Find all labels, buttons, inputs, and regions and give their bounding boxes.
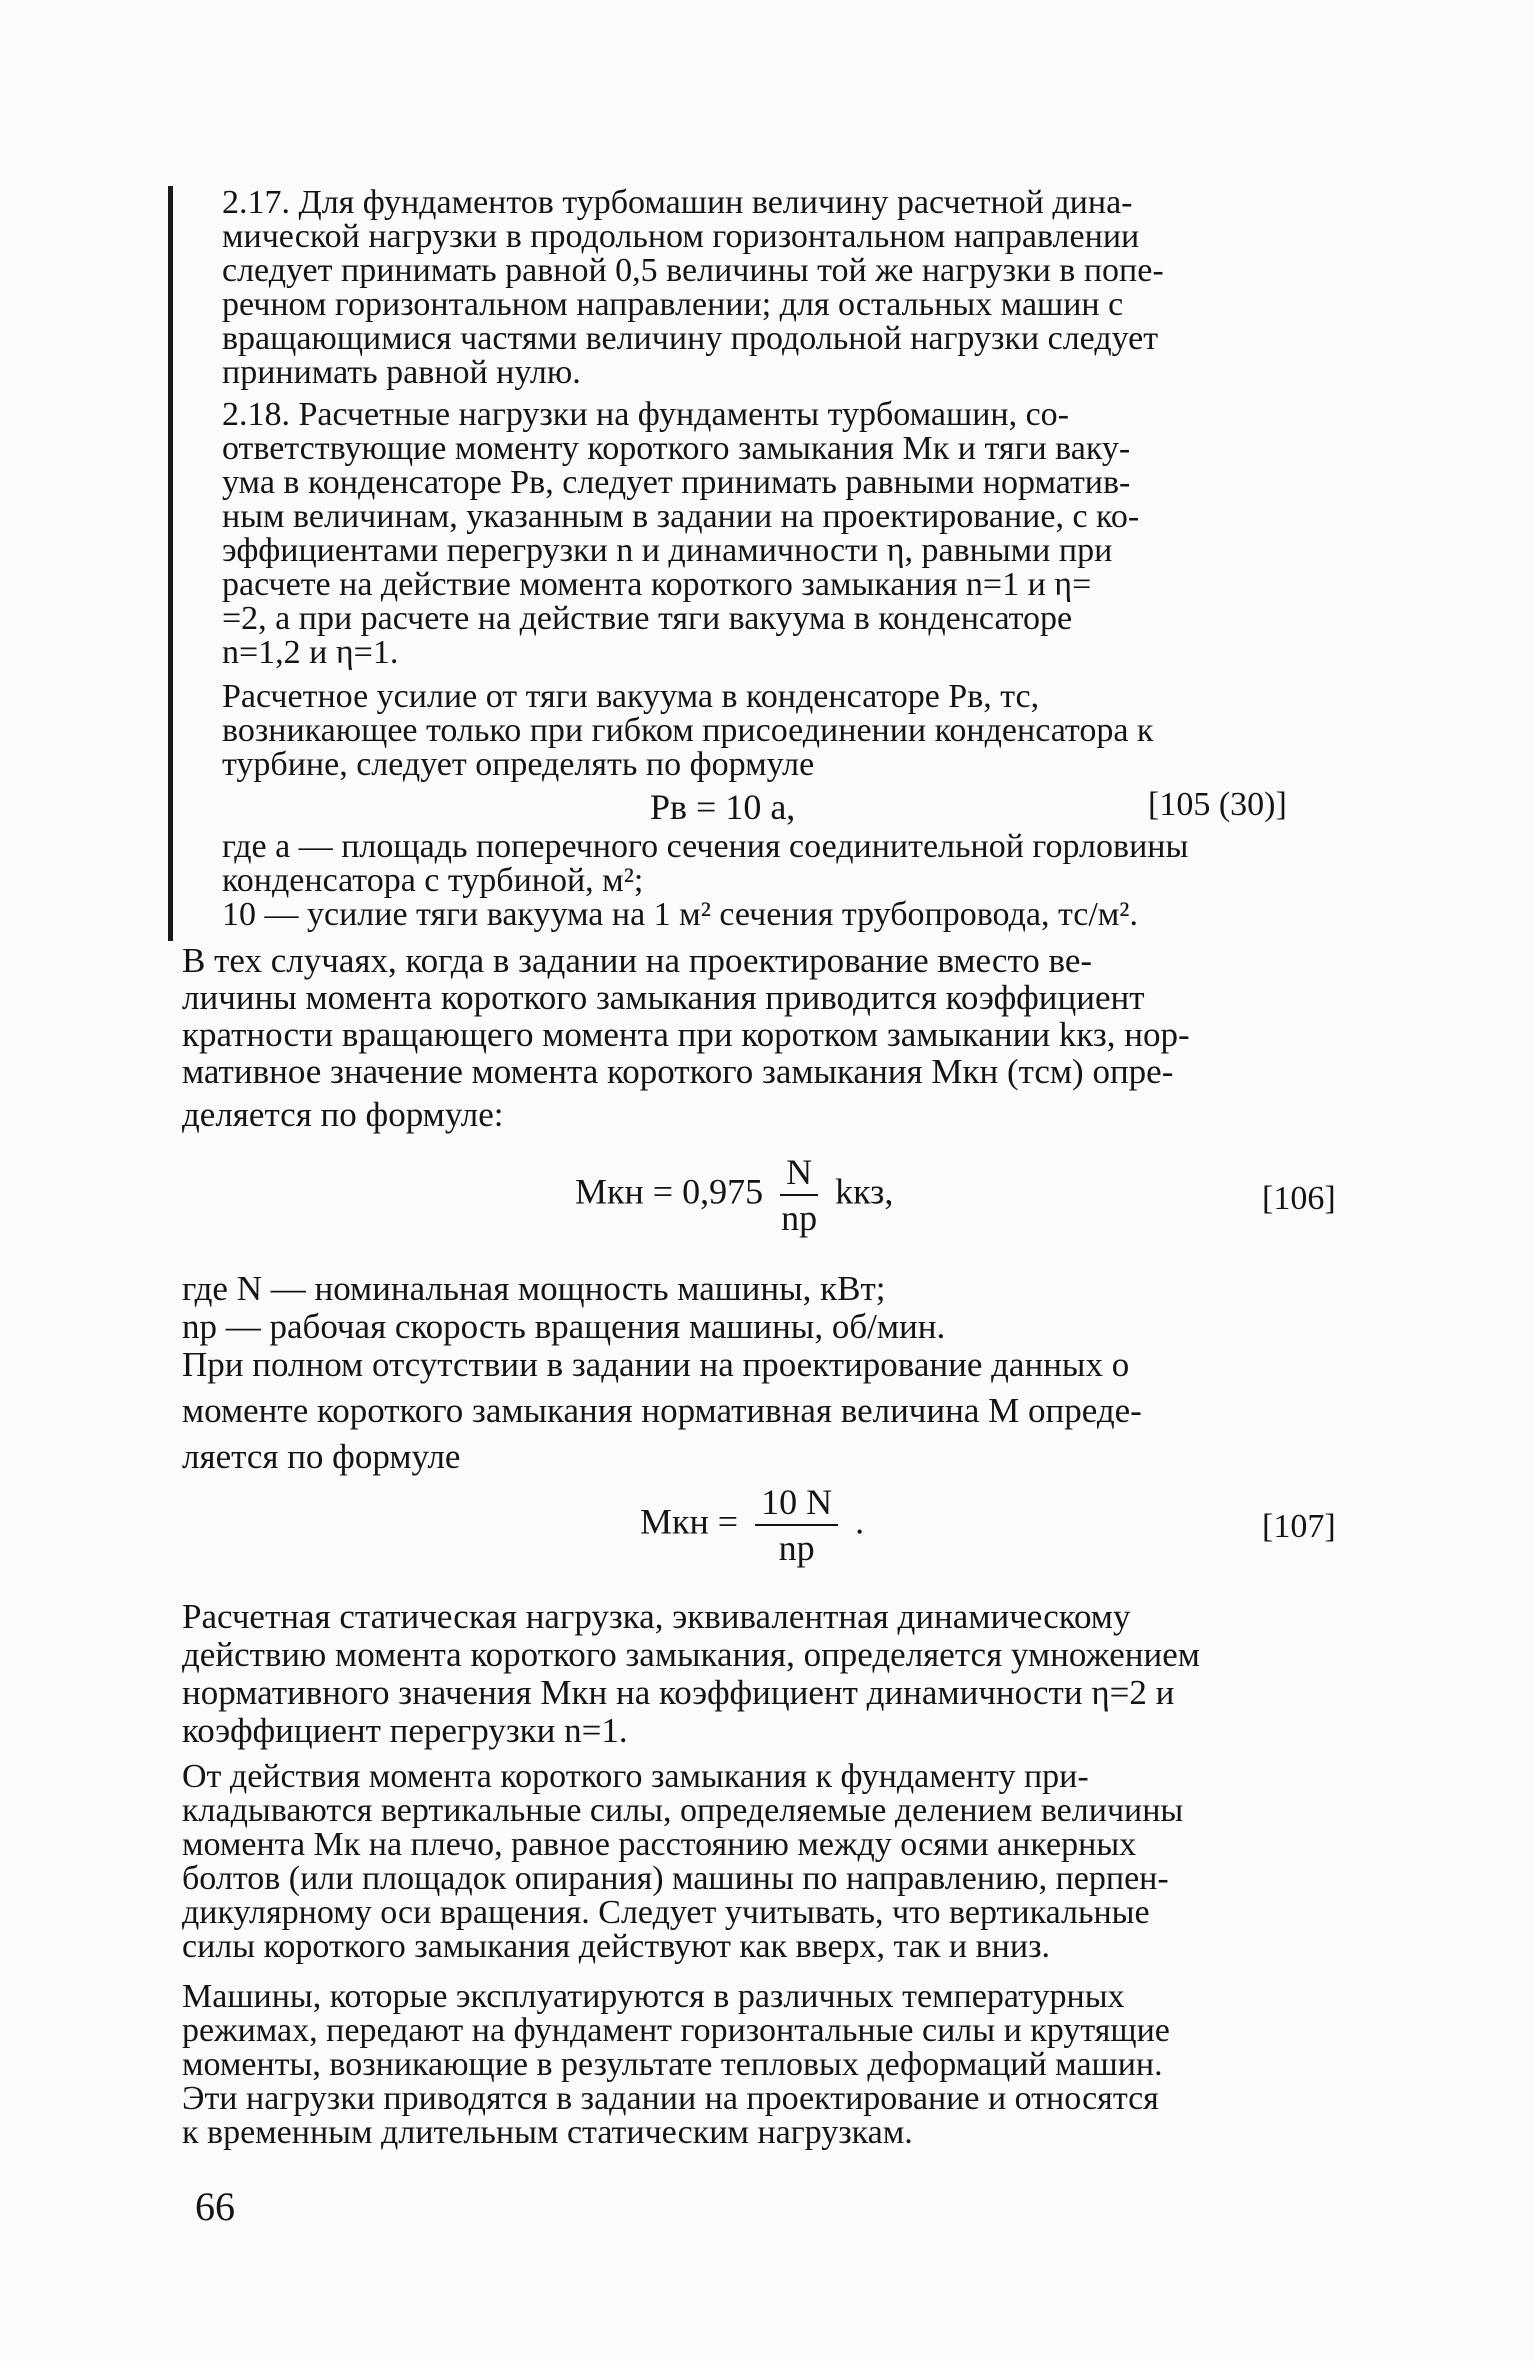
text-line: конденсатора с турбиной, м²;	[222, 862, 644, 899]
text-line: моменты, возникающие в результате тепловых деформаций машин.	[182, 2046, 1163, 2083]
paragraph-static-load	[182, 1598, 1342, 1750]
text-line: Расчетное усилие от тяги вакуума в конденсаторе Рв, тс,	[222, 678, 1040, 715]
formula-rhs: .	[855, 1501, 865, 1542]
fraction	[755, 1480, 838, 1570]
fraction-numerator: 10 N	[755, 1480, 838, 1526]
fraction-denominator: nр	[781, 1198, 818, 1238]
text-line: действию момента короткого замыкания, определяется умножением	[182, 1635, 1200, 1674]
equation-number-105: [105 (30)]	[1148, 786, 1287, 823]
paragraph-vacuum-force	[222, 680, 1337, 782]
formula-105	[650, 786, 795, 828]
text-line: Эти нагрузки приводятся в задании на проектирование и относятся	[182, 2080, 1159, 2117]
text-line: Расчетная статическая нагрузка, эквивалентная динамическому	[182, 1597, 1131, 1636]
text-line: =2, а при расчете на действие тяги вакуума в конденсаторе	[222, 600, 1073, 637]
text-line: ответствующие моменту короткого замыкания Мк и тяги ваку-	[222, 430, 1131, 467]
text-line: В тех случаях, когда в задании на проектирование вместо ве-	[182, 941, 1093, 980]
paragraph-2-17	[222, 186, 1337, 390]
text-line: расчете на действие момента короткого замыкания n=1 и η=	[222, 566, 1092, 603]
formula-text: Рв = 10 а,	[650, 787, 796, 827]
formula-rhs: kкз,	[835, 1171, 894, 1212]
text-line: От действия момента короткого замыкания к фундаменту при-	[182, 1758, 1089, 1795]
fraction-denominator: nр	[778, 1528, 815, 1568]
paragraph-vertical-forces	[182, 1760, 1342, 1964]
text-line: режимах, передают на фундамент горизонтальные силы и крутящие	[182, 2012, 1170, 2049]
paragraph-temperature-modes	[182, 1980, 1342, 2150]
text-line: болтов (или площадок опирания) машины по направлению, перпен-	[182, 1860, 1169, 1897]
paragraph-multiplicity-case	[182, 942, 1342, 1139]
text-line: эффициентами перегрузки n и динамичности η, равными при	[222, 532, 1113, 569]
paragraph-absence-data	[182, 1342, 1342, 1480]
fraction	[780, 1150, 818, 1240]
text-line: турбине, следует определять по формуле	[222, 746, 815, 783]
text-line: ляется по формуле	[182, 1437, 461, 1476]
text-line: кладываются вертикальные силы, определяемые делением величины	[182, 1792, 1184, 1829]
fraction-numerator: N	[780, 1150, 818, 1196]
text-line: кратности вращающего момента при коротком замыкании kкз, нор-	[182, 1015, 1190, 1054]
equation-number-106: [106]	[1262, 1180, 1336, 1217]
text-line: возникающее только при гибком присоединении конденсатора к	[222, 712, 1154, 749]
text-line: личины момента короткого замыкания приводится коэффициент	[182, 978, 1145, 1017]
formula-107	[640, 1480, 864, 1570]
text-line: силы короткого замыкания действуют как вверх, так и вниз.	[182, 1928, 1050, 1965]
margin-revision-bar	[168, 186, 173, 941]
text-line: Машины, которые эксплуатируются в различных температурных	[182, 1978, 1125, 2015]
text-line: где а — площадь поперечного сечения соединительной горловины	[222, 828, 1189, 865]
text-line: 2.17. Для фундаментов турбомашин величину расчетной дина-	[222, 184, 1133, 221]
text-line: 2.18. Расчетные нагрузки на фундаменты турбомашин, со-	[222, 396, 1069, 433]
formula-lhs: Мкн =	[640, 1501, 739, 1542]
page-number: 66	[195, 2184, 235, 2229]
equation-number-107: [107]	[1262, 1508, 1336, 1545]
text-line: мической нагрузки в продольном горизонтальном направлении	[222, 218, 1140, 255]
formula-lhs: Мкн = 0,975	[575, 1171, 764, 1212]
text-line: нормативного значения Мкн на коэффициент динамичности η=2 и	[182, 1673, 1175, 1712]
text-line: речном горизонтальном направлении; для остальных машин с	[222, 286, 1124, 323]
text-line: мативное значение момента короткого замыкания Мкн (тсм) опре-	[182, 1052, 1174, 1091]
text-line: nр — рабочая скорость вращения машины, об/мин.	[182, 1307, 946, 1346]
paragraph-where-a	[222, 830, 1337, 932]
formula-106	[575, 1150, 893, 1240]
text-line: ума в конденсаторе Рв, следует принимать равными норматив-	[222, 464, 1131, 501]
text-line: дикулярному оси вращения. Следует учитывать, что вертикальные	[182, 1894, 1150, 1931]
text-line: При полном отсутствии в задании на проектирование данных о	[182, 1345, 1130, 1384]
text-line: коэффициент перегрузки n=1.	[182, 1711, 628, 1750]
text-line: следует принимать равной 0,5 величины той же нагрузки в попе-	[222, 252, 1164, 289]
text-line: 10 — усилие тяги вакуума на 1 м² сечения трубопровода, тс/м².	[222, 896, 1138, 933]
text-line: n=1,2 и η=1.	[222, 634, 399, 671]
text-line: ным величинам, указанным в задании на проектирование, с ко-	[222, 498, 1140, 535]
text-line: принимать равной нулю.	[222, 354, 581, 391]
paragraph-where-n	[182, 1270, 1342, 1346]
text-line: моменте короткого замыкания нормативная величина М опреде-	[182, 1391, 1142, 1430]
text-line: деляется по формуле:	[182, 1095, 504, 1134]
text-line: где N — номинальная мощность машины, кВт;	[182, 1269, 886, 1308]
text-line: вращающимися частями величину продольной нагрузки следует	[222, 320, 1159, 357]
text-line: к временным длительным статическим нагрузкам.	[182, 2114, 913, 2151]
paragraph-2-18	[222, 398, 1337, 670]
text-line: момента Мк на плечо, равное расстоянию между осями анкерных	[182, 1826, 1137, 1863]
